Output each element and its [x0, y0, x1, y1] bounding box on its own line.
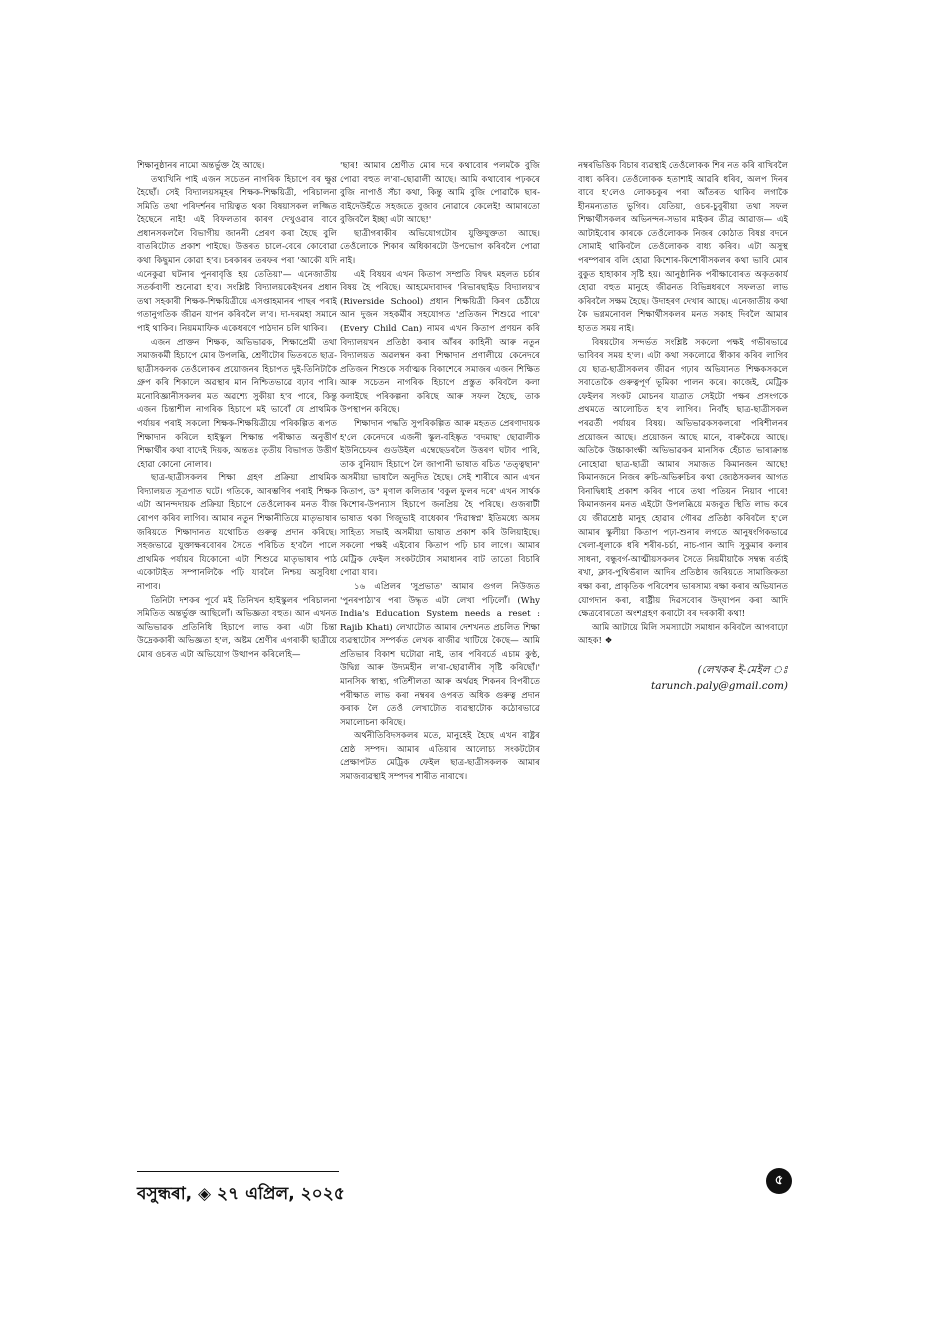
paragraph: এই বিষয়ৰ এখন কিতাপ সম্প্ৰতি বিদ্বৎ মহলত চৰ্চাৰ বিষয় হৈ পৰিছে। আহমেদাবাদৰ 'ৰিভাৰছাইড বিদ্যালয়'ৰ (Riverside School) প্ৰধান শিক্ষয়িত্ৰী কিৰণ চেঠীয়ে আন দুজন সহকৰ্মীৰ সহযোগত 'প্ৰতিজন শিশুৱে পাৰে' (Every Child Can) নামৰ এখন কিতাপ প্ৰণয়ন কৰি বিদ্যালয়খন প্ৰতিষ্ঠা কৰাৰ আঁৰৰ কাহিনী আৰু নতুন বিদ্যালয়ত অৱলম্বন কৰা শিক্ষাদান প্ৰণালীয়ে কেনেদৰে প্ৰতিজন শিশুকে সৰ্বাত্মক বিকাশেৰে সমাজৰ এজন শিক্ষিত আৰু সচেতন নাগৰিক হিচাপে প্ৰস্তুত কৰিবলৈ কলা কলাইছে পৰিকল্পনা কৰিছে আৰু সফল হৈছে, তাক উপস্থাপন কৰিছে।: [340, 269, 540, 416]
author-email-label: (লেখকৰ ই-মেইল ঃ: [697, 663, 788, 676]
paragraph: বিষয়টোৰ সন্দৰ্ভত সংশ্লিষ্ট সকলো পক্ষই গভীৰভাৱে ভাবিবৰ সময় হ'ল। এটা কথা সকলোৱে স্বীকাৰ কৰিব লাগিব যে ছাত্ৰ-ছাত্ৰীসকলৰ জীৱন গঢ়াৰ অভিযানত শিক্ষকসকলে সবাতোকৈ গুৰুত্বপূৰ্ণ ভূমিকা পালন কৰে। কাজেই, মেট্ৰিক ফেইলৰ সংকট মোচনৰ যাত্ৰাত সেইটো পক্ষৰ প্ৰসংগকে প্ৰথমতে আলোচিত হ'ব লাগিব। নিবাঁহ ছাত্ৰ-ছাত্ৰীসকল পৰৱৰ্তী পৰ্যায়ৰ বিষয়। অভিভাৱকসকলৰো পৰিশীলনৰ প্ৰয়োজন আছে। প্ৰয়োজন আছে মানে, বাৰুকৈয়ে আছে। অতিকৈ উচ্চাকাংক্ষী অভিভাৱকৰ মানসিক হেঁচাত ভাৰাক্ৰান্ত নোহোৱা ছাত্ৰ-ছাত্ৰী আমাৰ সমাজত কিমানজন আছে! কিমানজনে নিজৰ ৰুচি-অভিৰুচিৰ কথা জ্যেষ্ঠসকলৰ আগত বিনাদ্বিধাই প্ৰকাশ কৰিব পাৰে তথা পতিয়ন নিয়াব পাৰে! কিমানজনৰ মনত এইটো উপলব্ধিয়ে মজবুত স্থিতি লাভ কৰে যে জীৱশ্ৰেষ্ঠ মানুহ হোৱাৰ গৌৰৱ প্ৰতিষ্ঠা কৰিবলৈ হ'লে আমাৰ স্কুলীয়া কিতাপ পঢ়া-শুনাৰ লগতে আনুষংগিকভাৱে খেলা-ধূলাকে ধৰি শৰীৰ-চৰ্চা, নাচ-গান আদি সুকুমাৰ কলাৰ সাধনা, বন্ধুবৰ্গ-আত্মীয়সকলৰ সৈতে নিয়মীয়াকৈ সম্বন্ধ ৰৰ্তাই ৰখা, ক্লাব-পুথিভঁৰাল আদিৰ প্ৰতিষ্ঠাৰ জৰিয়তে সামাজিকতা ৰক্ষা কৰা, প্ৰাকৃতিক পৰিবেশৰ ভাৰসাম্য ৰক্ষা কৰাৰ অভিযানত যোগদান কৰা, ৰাষ্ট্ৰীয় দিৱসবোৰ উদ্‌যাপন কৰা আদি ক্ষেত্ৰবোৰতো অংশগ্ৰহণ কৰাটো বৰ দৰকাৰী কথা!: [578, 337, 788, 620]
paragraph: তিনিটা দশকৰ পূৰ্বে মই তিনিখন হাইস্কুলৰ পৰিচালনা সমিতিত অন্তৰ্ভুক্ত আছিলোঁ। অভিজ্ঞতা বহুত। আন এখনত অভিভাৱক প্ৰতিনিধি হিচাপে লাভ কৰা এটা চিন্তা উদ্ৰেককাৰী অভিজ্ঞতা হ'ল, অষ্টম শ্ৰেণীৰ এগৰাকী ছাত্ৰীয়ে মোৰ ওচৰত এটা অভিযোগ উত্থাপন কৰিলেহি—: [137, 595, 337, 660]
paragraph: অৰ্থনীতিবিদসকলৰ মতে, মানুহেই হৈছে এখন ৰাষ্ট্ৰৰ শ্ৰেষ্ঠ সম্পদ। আমাৰ এতিয়াৰ আলোচ্য সংকটটোৰ প্ৰেক্ষাপটত মেট্ৰিক ফেইল ছাত্ৰ-ছাত্ৰীসকলক আমাৰ সমাজব্যৱস্থাই সম্পদৰ শাৰীত নাৰাখে।: [340, 731, 540, 783]
paragraph: ছাত্ৰীগৰাকীৰ অভিযোগটোৰ যুক্তিযুক্ততা আছে। তেওঁলোকে শিকাৰ অধিকাৰটো উপভোগ কৰিবলৈ পোৱা নাই।: [340, 228, 540, 267]
closing-paragraph: [578, 622, 788, 649]
author-email-address: tarunch.paly@gmail.com): [650, 679, 788, 692]
footer-publication: [137, 1181, 345, 1209]
diamond-icon: ◈: [198, 1184, 212, 1204]
footer-divider: [137, 1171, 339, 1172]
paragraph: এজন প্ৰাক্তন শিক্ষক, অভিভাৱক, শিক্ষাপ্ৰেমী তথা সমাজকৰ্মী হিচাপে মোৰ উপলব্ধি, শ্ৰেণীটোৰ ভিতৰতে ছাত্ৰ-ছাত্ৰীসকলক তেওঁলোকৰ প্ৰয়োজনৰ হিচাপত দুই-তিনিটাকৈ গ্ৰুপ কৰি শিকালে অৱস্থাৰ মান নিশ্চিতভাৱে বঢ়াব পাৰি। মনোবিজ্ঞানীসকলৰ মত অৱশ্যে সুকীয়া হ'ব পাৰে, কিন্তু এজন চিন্তাশীল নাগৰিক হিচাপে মই ভাবোঁ যে প্ৰাথমিক পৰ্যায়ৰ পৰাই সকলো শিক্ষক-শিক্ষয়িত্ৰীয়ে পৰিকল্পিত ৰূপত শিক্ষাদান কৰিলে হাইস্কুল শিক্ষান্ত পৰীক্ষাত অনুত্তীৰ্ণ শিক্ষাৰ্থীৰ কথা বাদেই দিয়ক, অন্ততঃ তৃতীয় বিভাগত উত্তীৰ্ণ হোৱা কোনো নোলাব।: [137, 337, 337, 470]
publication-name: বসুন্ধৰা,: [137, 1184, 193, 1204]
paragraph: শিক্ষাদান পদ্ধতি সুপৰিকল্পিত আৰু মহতত প্ৰেৰণাদায়ক হ'লে কেনেদৰে এজনী স্কুল-বহিষ্কৃত 'বদমাছ' ছোৱালীক ইউনিচেফৰ গুডউইল এম্বেছেডৰলৈ উত্তৰণ ঘটাব পাৰি, তাক বুনিয়াদ হিচাপে লৈ জাপানী ভাষাত ৰচিত 'তত্ত্বছান' অসমীয়া ভাষালৈ অনুদিত হৈছে। সেই শাৰীৰে আন এখন কিতাপ, ড° মৃণাল কলিতাৰ 'বকুল ফুলৰ দৰে' এখন সাৰ্থক কিশোৰ-উপন্যাস হিচাপে জনপ্ৰিয় হৈ পৰিছে। গুজৰাটী ভাষাত থকা গিজুভাই বাধেকাৰ 'দিৱাস্বপ্ন' ইতিমধ্যে অসম সাহিত্য সভাই অসমীয়া ভাষাত প্ৰকাশ কৰি উলিয়াইছে। সকলো পক্ষই এইবোৰ কিতাপ পঢ়ি চাব লাগে। আমাৰ মেট্ৰিক ফেইল সংকটটোৰ সমাধানৰ বাট তাতো বিচাৰি পোৱা যাব।: [340, 418, 540, 579]
paragraph: ১৬ এপ্ৰিলৰ 'সুপ্ৰভাত' আমাৰ গুগল নিউজত 'পুনৰপাঠ্য'ৰ পৰা উদ্ধৃত এটা লেখা পঢ়িলোঁ। (Why India's Education System needs a reset : Rajib Khati) লেখাটোত আমাৰ দেশখনত প্ৰচলিত শিক্ষা ব্যৱস্থাটোৰ সম্পৰ্কত লেখক ৰাজীৱ খাটিয়ে কৈছে— আমি প্ৰতিভাৰ বিকাশ ঘটোৱা নাই, তাৰ পৰিবৰ্তে এচাম কুণ্ঠ, উদ্বিগ্ন আৰু উদ্যমহীন ল'ৰা-ছোৱালীৰ সৃষ্টি কৰিছোঁ।' মানসিক স্বাস্থ্য, গতিশীলতা আৰু অৰ্থৱহ শিকনৰ বিপৰীতে পৰীক্ষাত লাভ কৰা নম্বৰৰ ওপৰত অধিক গুৰুত্ব প্ৰদান কৰাক লৈ তেওঁ লেখাটোত ব্যৱস্থাটোক কঠোৰভাৱে সমালোচনা কৰিছে।: [340, 581, 540, 728]
article-column-3: [578, 160, 788, 1162]
paragraph: শিক্ষানুষ্ঠানৰ নামো অন্তৰ্ভুক্ত হৈ আছে।: [137, 161, 265, 171]
paragraph: নম্বৰভিত্তিক বিচাৰ ব্যৱস্থাই তেওঁলোকক শিৰ নত কৰি ৰাখিবলৈ বাধ্য কৰিব। তেওঁলোকক হতাশাই আৱৰি ধৰিব, অলপ দিনৰ বাবে হ'লেও লোকচকুৰ পৰা আঁতৰত থাকিব লগাকৈ হীনমন্যতাত ভুগিব। যেতিয়া, ওচৰ-চুবুৰীয়া তথা সফল শিক্ষাৰ্থীসকলৰ অভিনন্দন-সভাৰ মাইকৰ তীব্ৰ আৱাজ— এই আটাইবোৰ কাৰকে তেওঁলোকক নিজৰ কোঠাত বিষণ্ণ বদনে সোমাই থাকিবলৈ তেওঁলোকক বাধ্য কৰিব। এটা অসুস্থ পৰম্পৰাৰ বলি হোৱা কিশোৰ-কিশোৰীসকলৰ কথা ভাবি মোৰ বুকুত হাহাকাৰ সৃষ্টি হয়। আনুষ্ঠানিক পৰীক্ষাবোৰত অকৃতকাৰ্য হোৱা বহুত মানুহে জীৱনত বিভিন্নধৰণে সফলতা লাভ কৰিবলৈ সক্ষম হৈছে। উদাহৰণ দেখাৰ আছে। এনেজাতীয় কথা কৈ ভগ্নমনোবল শিক্ষাৰ্থীসকলৰ মনত সকাহ দিবলৈ আমাৰ হাতত সময় নাই।: [578, 161, 788, 334]
paragraph: 'ছাৰ! আমাৰ শ্ৰেণীত মোৰ দৰে কথাবোৰ পলমকৈ বুজি পোৱা বহুত ল'ৰা-ছোৱালী আছে। আমি কথাবোৰ পঢ়কৰে বুজি নাপাওঁ সঁচা কথা, কিন্তু আমি বুজি পোৱাকৈ ছাৰ-বাইদেউহঁতে সহজতে বুজাব নোৱাৰে কেলেই! আমাৰতো বুজিবলৈ ইচ্ছা এটা আছে!': [340, 161, 540, 226]
end-mark-icon: ❖: [604, 636, 613, 647]
closing-text: আমি আটায়ে মিলি সমস্যাটো সমাধান কৰিবলৈ আগবাঢ়ো আহক!: [578, 622, 788, 647]
article-column-1: [137, 160, 337, 1162]
page-number: ৫: [766, 1168, 792, 1194]
paragraph: ছাত্ৰ-ছাত্ৰীসকলৰ শিক্ষা গ্ৰহণ প্ৰক্ৰিয়া প্ৰাথমিক বিদ্যালয়ত সূত্ৰপাত ঘটে। গতিকে, আৰম্ভণিৰ পৰাই শিক্ষক এটা আনন্দদায়ক প্ৰক্ৰিয়া হিচাপে তেওঁলোকৰ মনত বীজ ৰোপণ কৰিব লাগিব। আমাৰ নতুন শিক্ষানীতিয়ে মাতৃভাষাৰ জৰিয়তে শিক্ষাদানত যথোচিত গুৰুত্ব প্ৰদান কৰিছে। সহজভাৱে যুক্তাক্ষৰবোৰৰ সৈতে পৰিচিত হ'বলৈ পালে প্ৰাথমিক পৰ্যায়ৰ যিকোনো এটা শিশুৱে মাতৃভাষাৰ পাঠ একোটাইত সম্পানলিকৈ পঢ়ি যাবলৈ নিশ্চয় অসুবিধা নাপাব।: [137, 473, 337, 592]
article-column-2: [340, 160, 540, 1162]
paragraph: তথ্যখিনি পাই এজন সচেতন নাগৰিক হিচাপে বৰ ক্ষুণ্ণ হৈছোঁ। সেই বিদ্যালয়সমূহৰ শিক্ষক-শিক্ষয়িত্ৰী, পৰিচালনা সমিতি তথা পৰিদৰ্শনৰ দায়িত্বত থকা বিষয়াসকল লজ্জিত হৈছেনে নাই! এই বিফলতাৰ কাৰণ দেখুওৱাৰ বাবে প্ৰধানসকললৈ বিভাগীয় জাননী প্ৰেৰণ কৰা হৈছে বুলি বাতৰিটোত প্ৰকাশ পাইছে। উত্তৰত চালে-বেৰে কোবোৱা কথা কিছুমান কোৱা হ'ব। চৰকাৰৰ তৰফৰ পৰা 'আকৌ যদি এনেকুৱা ঘটনাৰ পুনৰাবৃত্তি হয় তেতিয়া'— এনেজাতীয় সতৰ্কবাণী শুনোৱা হ'ব। সংশ্লিষ্ট বিদ্যালয়কেইখনৰ প্ৰধান তথা সহকাৰী শিক্ষক-শিক্ষয়িত্ৰীয়ে এসপ্তাহমানৰ পাছৰ পৰাই গতানুগতিক জীৱন যাপন কৰিবলৈ ল'ব। দা-দৰমহা সমানে পাই থাকিব। নিয়মমাফিক একেধৰণে পাঠদান চলি থাকিব।: [137, 174, 337, 334]
publication-date: ২৭ এপ্ৰিল, ২০২৫: [217, 1184, 345, 1204]
author-email: [578, 663, 788, 695]
